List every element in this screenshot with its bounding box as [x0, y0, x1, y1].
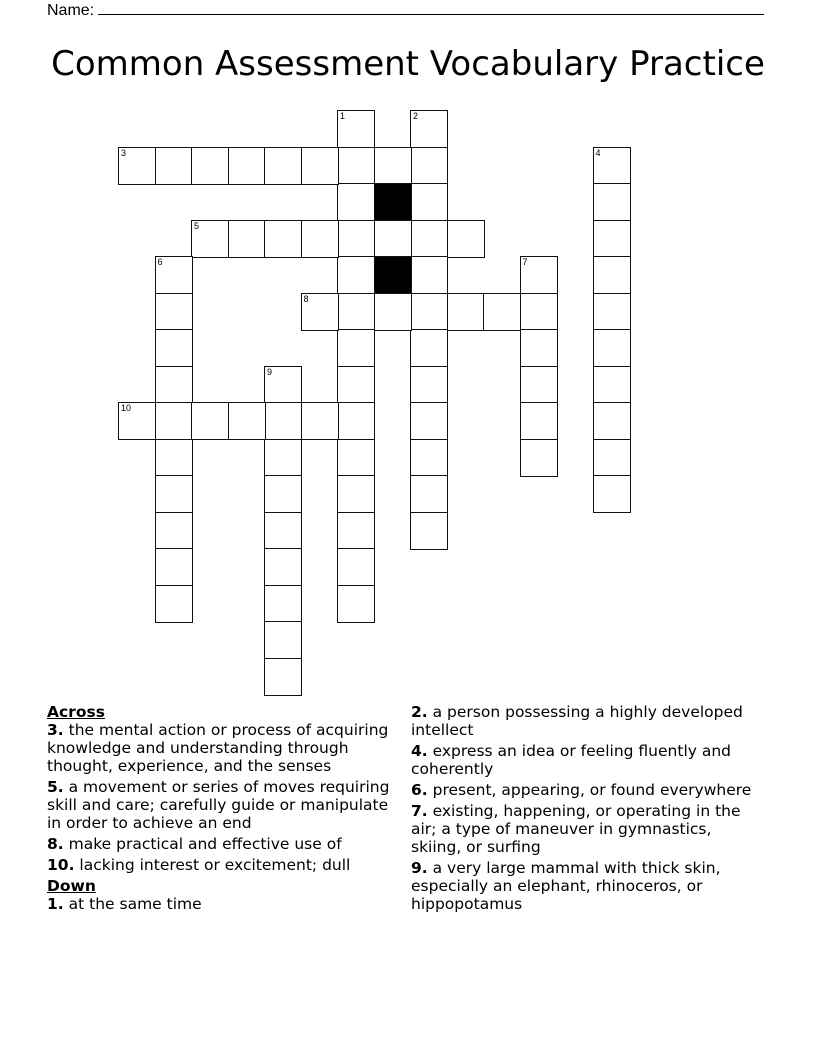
crossword-cell[interactable] [155, 366, 193, 404]
clue-number: 10 [121, 403, 132, 413]
crossword-cell[interactable] [410, 256, 448, 294]
crossword-cell[interactable] [264, 220, 302, 258]
crossword-cell[interactable] [374, 220, 412, 258]
crossword-cell[interactable] [264, 621, 302, 659]
crossword-cell[interactable] [410, 512, 448, 550]
crossword-cell[interactable] [191, 147, 229, 185]
crossword-cell[interactable] [337, 329, 375, 367]
crossword-cell[interactable] [593, 475, 631, 513]
crossword-cell[interactable] [191, 402, 229, 440]
crossword-cell[interactable] [264, 402, 302, 440]
clue-down-1: 1. at the same time [47, 895, 202, 913]
clue-number: 4 [595, 147, 601, 158]
crossword-cell[interactable] [593, 220, 631, 258]
crossword-cell[interactable] [155, 475, 193, 513]
crossword-cell[interactable] [410, 475, 448, 513]
clue-down-9: 9. a very large mammal with thick skin, especially an elephant, rhinoceros, or hippopotamus [411, 859, 721, 913]
crossword-cell[interactable] [337, 439, 375, 477]
crossword-cell[interactable] [410, 147, 448, 185]
across-heading: Across [47, 703, 105, 721]
crossword-cell[interactable] [264, 512, 302, 550]
crossword-cell[interactable] [593, 147, 631, 185]
clue-number: 1 [340, 111, 346, 121]
crossword-cell[interactable] [593, 439, 631, 477]
crossword-cell[interactable] [520, 329, 558, 367]
crossword-cell[interactable] [337, 585, 375, 623]
crossword-cell[interactable] [337, 293, 375, 331]
crossword-cell[interactable] [155, 147, 193, 185]
crossword-cell[interactable] [374, 147, 412, 185]
crossword-cell[interactable] [155, 256, 193, 294]
crossword-cell[interactable] [593, 293, 631, 331]
crossword-cell[interactable] [228, 147, 266, 185]
crossword-cell[interactable] [593, 256, 631, 294]
clue-number: 3 [121, 147, 127, 158]
crossword-cell[interactable] [337, 366, 375, 404]
clue-across-10: 10. lacking interest or excitement; dull [47, 856, 351, 874]
crossword-cell[interactable] [410, 183, 448, 221]
crossword-cell[interactable] [520, 256, 558, 294]
clues-left-column [47, 703, 397, 916]
clue-down-4: 4. express an idea or feeling fluently and coherently [411, 742, 732, 778]
crossword-cell[interactable] [228, 220, 266, 258]
crossword-cell[interactable] [337, 475, 375, 513]
crossword-cell[interactable] [447, 293, 485, 331]
crossword-cell[interactable] [118, 402, 156, 440]
crossword-cell[interactable] [155, 548, 193, 586]
crossword-cell[interactable] [520, 402, 558, 440]
clue-number: 7 [522, 257, 528, 267]
crossword-cell[interactable] [410, 366, 448, 404]
black-square [374, 183, 412, 221]
crossword-cell[interactable] [264, 658, 302, 696]
crossword-cell[interactable] [301, 402, 339, 440]
name-field[interactable] [47, 0, 764, 20]
crossword-cell[interactable] [155, 402, 193, 440]
clue-number: 6 [157, 257, 163, 267]
crossword-cell[interactable] [337, 548, 375, 586]
crossword-cell[interactable] [301, 293, 339, 331]
crossword-cell[interactable] [264, 475, 302, 513]
crossword-cell[interactable] [593, 183, 631, 221]
clue-number: 5 [194, 220, 200, 231]
black-square [374, 256, 412, 294]
name-label: Name: [47, 2, 95, 19]
down-heading: Down [47, 877, 96, 895]
crossword-cell[interactable] [593, 402, 631, 440]
crossword-cell[interactable] [593, 366, 631, 404]
crossword-cell[interactable] [410, 402, 448, 440]
clues-right-column [411, 703, 761, 916]
crossword-cell[interactable] [264, 147, 302, 185]
crossword-cell[interactable] [520, 366, 558, 404]
crossword-cell[interactable] [264, 439, 302, 477]
clue-across-3: 3. the mental action or process of acquiring knowledge and understanding through thought, experience, and the senses [47, 721, 389, 775]
crossword-cell[interactable] [447, 220, 485, 258]
crossword-cell[interactable] [337, 512, 375, 550]
crossword-cell[interactable] [264, 366, 302, 404]
crossword-cell[interactable] [264, 548, 302, 586]
crossword-cell[interactable] [410, 439, 448, 477]
crossword-cell[interactable] [410, 110, 448, 148]
crossword-cell[interactable] [410, 293, 448, 331]
crossword-cell[interactable] [155, 439, 193, 477]
crossword-cell[interactable] [155, 293, 193, 331]
crossword-cell[interactable] [155, 329, 193, 367]
clue-across-8: 8. make practical and effective use of [47, 835, 342, 853]
crossword-cell[interactable] [301, 220, 339, 258]
crossword-cell[interactable] [337, 220, 375, 258]
name-line[interactable] [98, 0, 764, 15]
crossword-cell[interactable] [118, 147, 156, 185]
clue-number: 8 [303, 293, 309, 304]
page-title: Common Assessment Vocabulary Practice [51, 44, 765, 84]
crossword-cell[interactable] [191, 220, 229, 258]
crossword-cell[interactable] [337, 147, 375, 185]
crossword-cell[interactable] [593, 329, 631, 367]
clue-down-7: 7. existing, happening, or operating in the air; a type of maneuver in gymnastics, skiing, or surfing [411, 802, 741, 856]
crossword-cell[interactable] [520, 293, 558, 331]
clue-down-6: 6. present, appearing, or found everywhere [411, 781, 752, 799]
clue-number: 2 [413, 111, 419, 121]
crossword-cell[interactable] [337, 256, 375, 294]
clue-across-5: 5. a movement or series of moves requiring skill and care; carefully guide or manipulate in order to achieve an end [47, 778, 390, 832]
crossword-cell[interactable] [483, 293, 521, 331]
crossword-cell[interactable] [520, 439, 558, 477]
crossword-cell[interactable] [374, 293, 412, 331]
crossword-cell[interactable] [410, 220, 448, 258]
crossword-cell[interactable] [228, 402, 266, 440]
crossword-cell[interactable] [337, 402, 375, 440]
crossword-cell[interactable] [155, 585, 193, 623]
crossword-cell[interactable] [301, 147, 339, 185]
crossword-cell[interactable] [337, 183, 375, 221]
crossword-cell[interactable] [155, 512, 193, 550]
clue-down-2: 2. a person possessing a highly developed intellect [411, 703, 743, 739]
crossword-cell[interactable] [410, 329, 448, 367]
clue-number: 9 [267, 366, 273, 377]
crossword-cell[interactable] [337, 110, 375, 148]
crossword-cell[interactable] [264, 585, 302, 623]
